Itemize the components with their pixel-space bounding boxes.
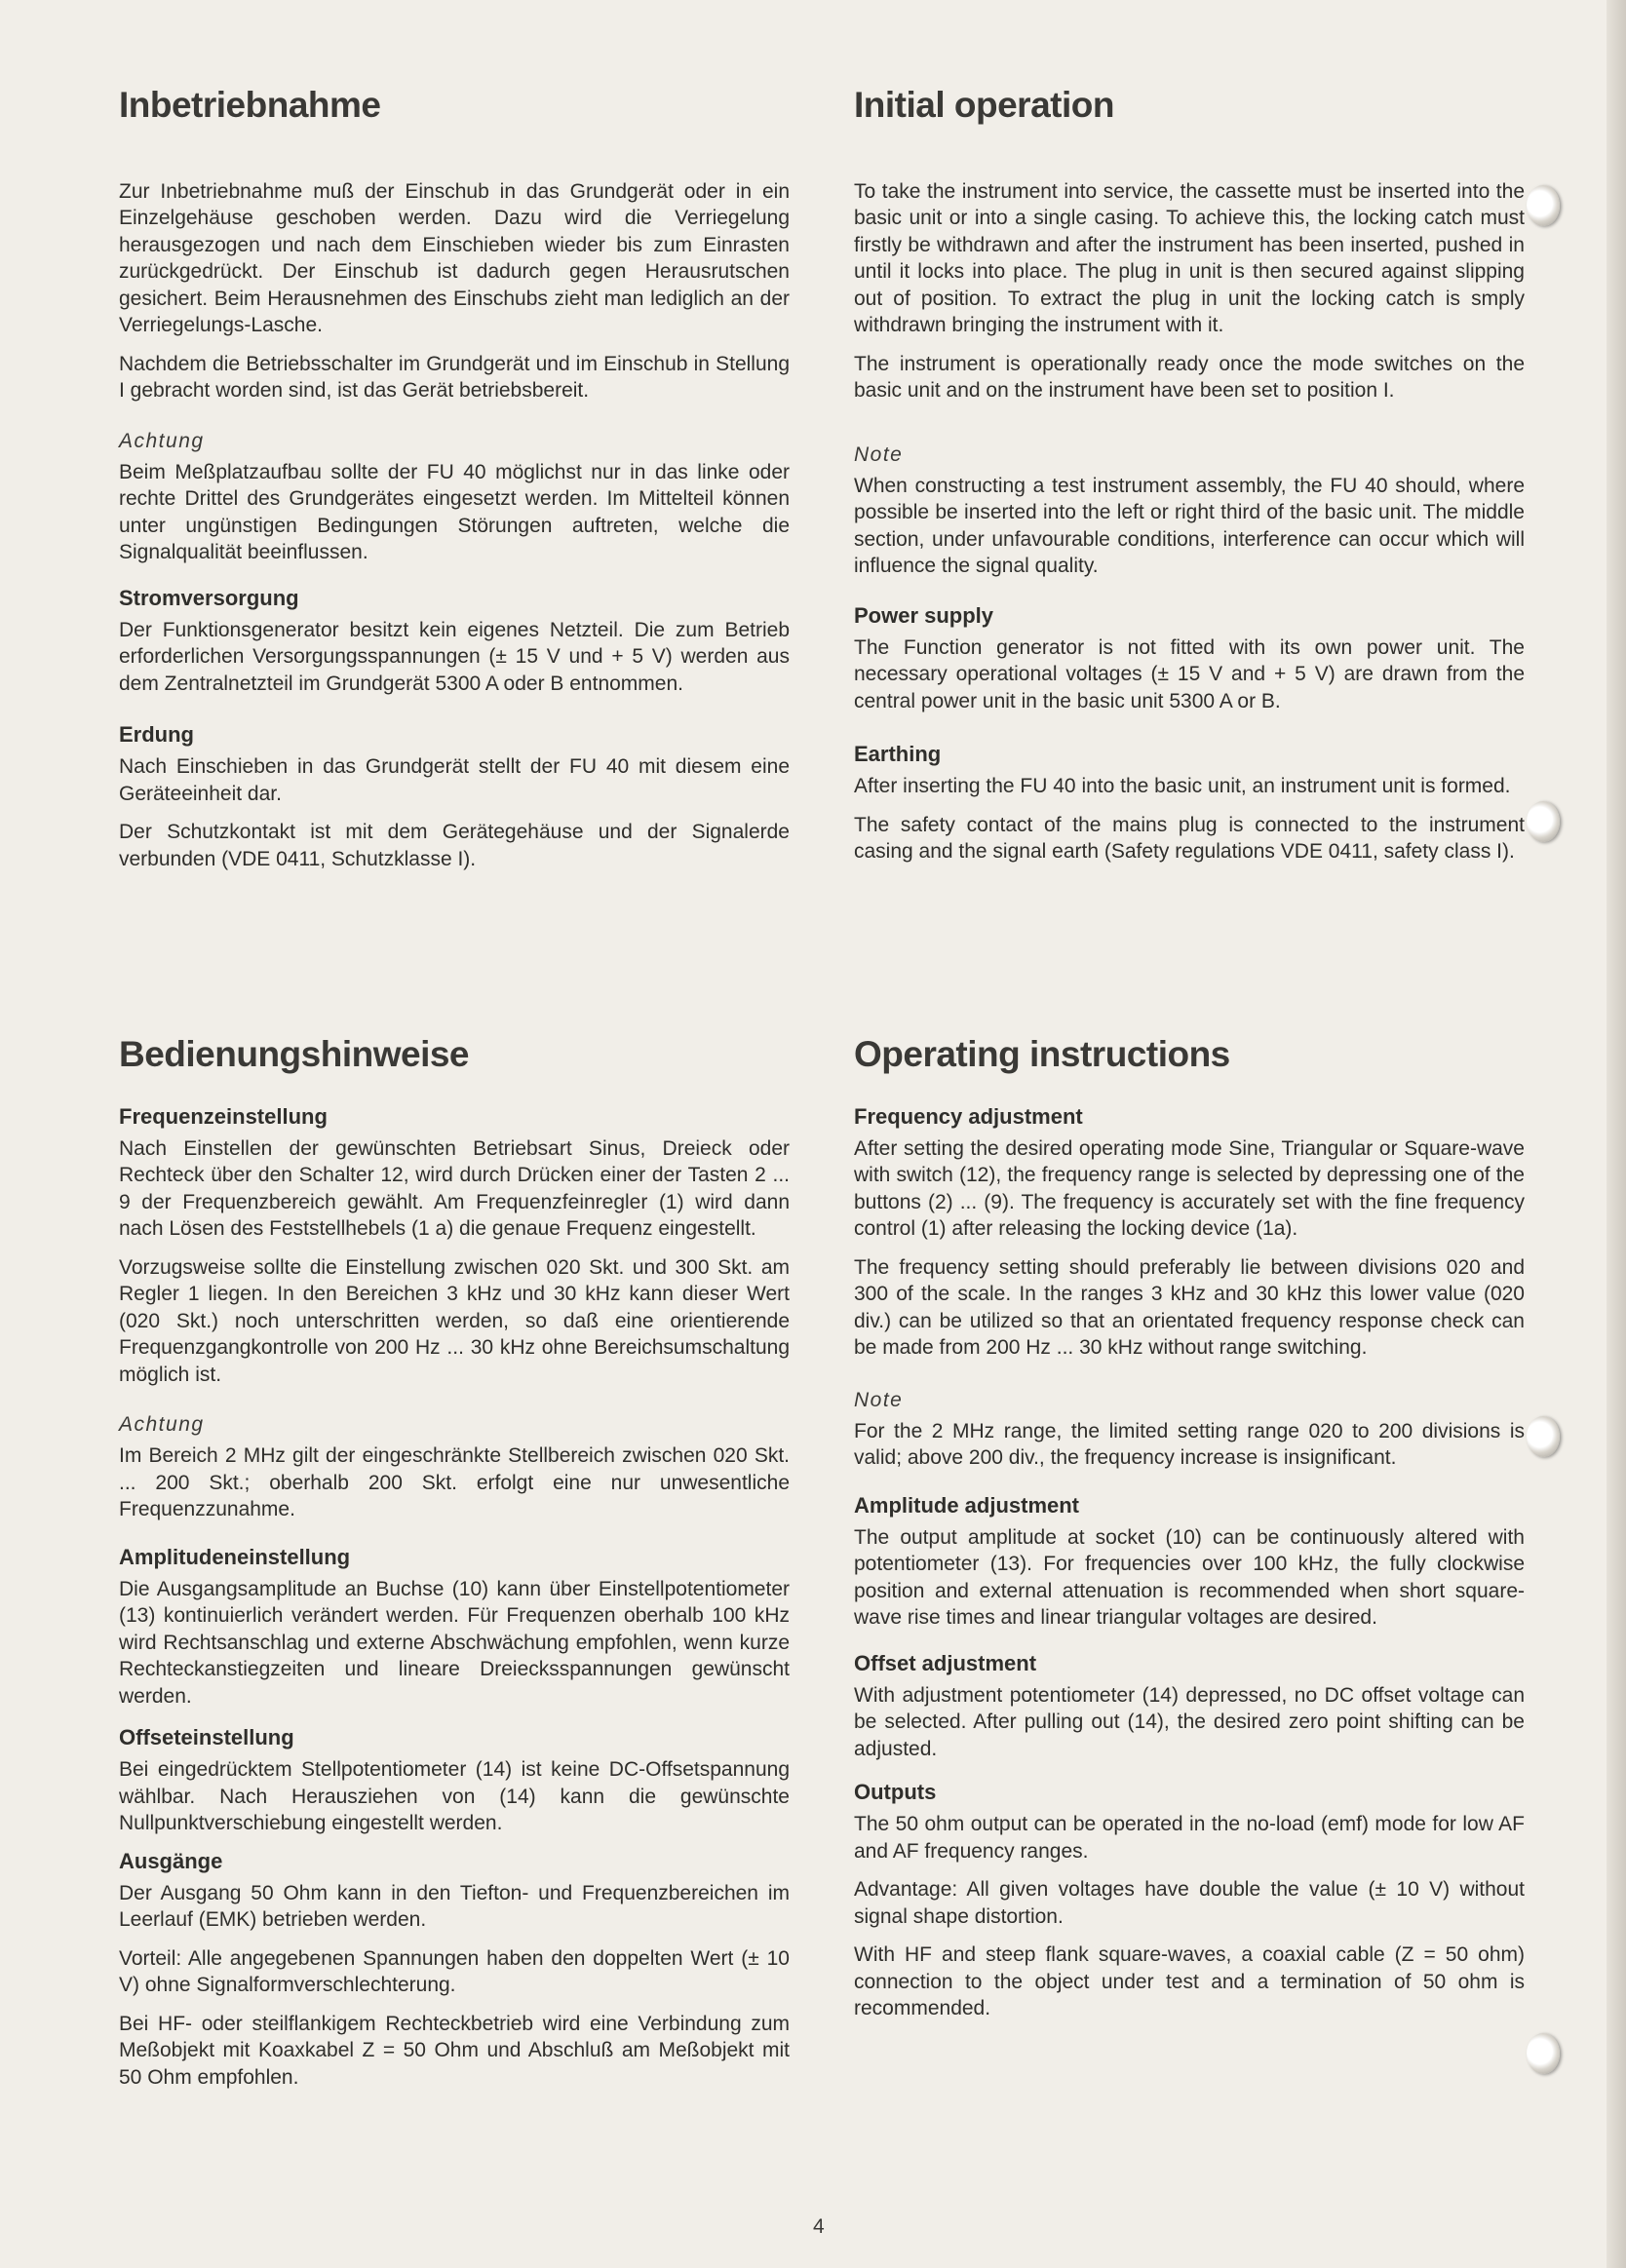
note-text: Beim Meßplatzaufbau sollte der FU 40 möglichst nur in das linke oder rechte Drittel des Grundgerätes eingesetzt werden. Im Mittelteil können unter ungünstigen Bedingungen Störungen auftreten, welche die Signalqualität beeinflussen.	[119, 460, 790, 564]
note-text: Im Bereich 2 MHz gilt der eingeschränkte Stellbereich zwischen 020 Skt. ... 200 Skt.; oberhalb 200 Skt. erfolgt eine nur unwesentliche Frequenzzunahme.	[119, 1444, 790, 1521]
page-edge	[1607, 0, 1626, 2268]
paragraph: Nach Einstellen der gewünschten Betriebsart Sinus, Dreieck oder Rechteck über den Schalter 12, wird durch Drücken einer der Tasten 2 ... 9 der Frequenzbereich gewählt. Am Frequenzfeinregler (1) wird dann nach Lösen des Feststellhebels (1 a) die genaue Frequenz eingestellt.	[119, 1136, 790, 1241]
paragraph: The 50 ohm output can be operated in the no-load (emf) mode for low AF and AF frequency ranges.	[854, 1813, 1525, 1863]
note-text: When constructing a test instrument assembly, the FU 40 should, where possible be inserted into the left or right third of the basic unit. The middle section, under unfavourable conditions, interference can occur which will influence the signal quality.	[854, 474, 1525, 578]
paragraph: The safety contact of the mains plug is connected to the instrument casing and the signal earth (Safety regulations VDE 0411, safety class I).	[854, 813, 1525, 864]
note-text: For the 2 MHz range, the limited setting range 020 to 200 divisions is valid; above 200 div., the frequency increase is insignificant.	[854, 1419, 1525, 1470]
note-label: Achtung	[119, 1413, 205, 1437]
heading-outputs: Outputs	[854, 1780, 937, 1805]
heading-frequenzeinstellung: Frequenzeinstellung	[119, 1103, 328, 1129]
heading-bedienungshinweise: Bedienungshinweise	[119, 1034, 470, 1074]
binder-hole-1	[1527, 185, 1560, 226]
paragraph: After inserting the FU 40 into the basic unit, an instrument unit is formed.	[854, 775, 1511, 798]
paragraph: With HF and steep flank square-waves, a coaxial cable (Z = 50 ohm) connection to the object under test and a termination of 50 ohm is recommended.	[854, 1943, 1525, 2020]
paragraph: With adjustment potentiometer (14) depressed, no DC offset voltage can be selected. After pulling out (14), the desired zero point shifting can be adjusted.	[854, 1683, 1525, 1760]
section-initial-operation	[854, 86, 1525, 877]
heading-offseteinstellung: Offseteinstellung	[119, 1725, 294, 1750]
binder-hole-2	[1527, 801, 1560, 842]
paragraph: The Function generator is not fitted with its own power unit. The necessary operational voltages (± 15 V and + 5 V) are drawn from the central power unit in the basic unit 5300 A or B.	[854, 635, 1525, 712]
section-operating-instructions	[854, 1035, 1525, 2034]
binder-hole-4	[1527, 2033, 1560, 2074]
heading-initial-operation: Initial operation	[854, 85, 1114, 125]
paragraph: Vorzugsweise sollte die Einstellung zwischen 020 Skt. und 300 Skt. am Regler 1 liegen. In den Bereichen 3 kHz und 30 kHz kann dieser Wert (020 Skt.) noch unterschritten werden, so daß eine orientierende Frequenzgangkontrolle von 200 Hz ... 30 kHz ohne Bereichsumschaltung möglich ist.	[119, 1255, 790, 1386]
paragraph: The frequency setting should preferably lie between divisions 020 and 300 of the scale. In the ranges 3 kHz and 30 kHz this lower value (020 div.) can be utilized so that an orientated frequency response check can be made from 200 Hz ... 30 kHz without range switching.	[854, 1255, 1525, 1360]
paragraph: Nachdem die Betriebsschalter im Grundgerät und im Einschub in Stellung I gebracht worden sind, ist das Gerät betriebsbereit.	[119, 352, 790, 403]
paragraph: Die Ausgangsamplitude an Buchse (10) kann über Einstellpotentiometer (13) kontinuierlich verändert werden. Für Frequenzen oberhalb 100 kHz wird Rechtsanschlag und externe Abschwächung empfohlen, wenn kurze Rechteckanstiegzeiten und lineare Dreiecksspannungen gewünscht werden.	[119, 1577, 790, 1708]
heading-amplitudeneinstellung: Amplitudeneinstellung	[119, 1544, 351, 1569]
paragraph: Bei eingedrücktem Stellpotentiometer (14) ist keine DC-Offsetspannung wählbar. Nach Herausziehen von (14) kann die gewünschte Nullpunktverschiebung eingestellt werden.	[119, 1758, 790, 1835]
heading-operating-instructions: Operating instructions	[854, 1034, 1230, 1074]
paragraph: Bei HF- oder steilflankigem Rechteckbetrieb wird eine Verbindung zum Meßobjekt mit Koaxkabel Z = 50 Ohm und Abschluß am Meßobjekt mit 50 Ohm empfohlen.	[119, 2012, 790, 2089]
heading-ausgaenge: Ausgänge	[119, 1848, 223, 1873]
heading-stromversorgung: Stromversorgung	[119, 585, 299, 610]
paragraph: Advantage: All given voltages have double the value (± 10 V) without signal shape distortion.	[854, 1878, 1525, 1928]
paragraph: The instrument is operationally ready once the mode switches on the basic unit and on the instrument have been set to position I.	[854, 352, 1525, 403]
section-inbetriebnahme	[119, 86, 790, 884]
paragraph: Der Schutzkontakt ist mit dem Gerätegehäuse und der Signalerde verbunden (VDE 0411, Schutzklasse I).	[119, 821, 790, 870]
heading-power-supply: Power supply	[854, 602, 994, 628]
heading-frequency-adjustment: Frequency adjustment	[854, 1103, 1083, 1129]
binder-hole-3	[1527, 1416, 1560, 1457]
paragraph: Vorteil: Alle angegebenen Spannungen haben den doppelten Wert (± 10 V) ohne Signalformverschlechterung.	[119, 1946, 790, 1997]
heading-amplitude-adjustment: Amplitude adjustment	[854, 1492, 1080, 1518]
note-label: Note	[854, 442, 904, 466]
heading-inbetriebnahme: Inbetriebnahme	[119, 85, 381, 125]
heading-offset-adjustment: Offset adjustment	[854, 1650, 1037, 1675]
paragraph: Zur Inbetriebnahme muß der Einschub in das Grundgerät oder in ein Einzelgehäuse geschoben werden. Dazu wird die Verriegelung herausgezogen und nach dem Einschieben wieder bis zum Einrasten zurückgedrückt. Der Einschub ist dadurch gegen Herausrutschen gesichert. Beim Herausnehmen des Einschubs zieht man lediglich an der Verriegelungs-Lasche.	[119, 179, 790, 337]
paragraph: The output amplitude at socket (10) can be continuously altered with potentiometer (13). For frequencies over 100 kHz, the fully clockwise position and external attenuation is recommended when short square-wave rise times and linear triangular voltages are desired.	[854, 1525, 1525, 1630]
heading-earthing: Earthing	[854, 742, 942, 767]
paragraph: To take the instrument into service, the cassette must be inserted into the basic unit or into a single casing. To achieve this, the locking catch must firstly be withdrawn and after the instrument has been inserted, pushed in until it locks into place. The plug in unit is then secured against slipping out of position. To extract the plug in unit the locking catch is smply withdrawn bringing the instrument with it.	[854, 179, 1525, 337]
heading-erdung: Erdung	[119, 722, 194, 748]
section-bedienungshinweise	[119, 1035, 790, 2102]
page-number: 4	[813, 2215, 825, 2238]
note-label: Achtung	[119, 429, 205, 452]
note-label: Note	[854, 1388, 904, 1411]
paragraph: After setting the desired operating mode Sine, Triangular or Square-wave with switch (12), the frequency range is selected by depressing one of the buttons (2) ... (9). The frequency is accurately set with the fine frequency control (1) after releasing the locking device (1a).	[854, 1136, 1525, 1241]
paragraph: Der Ausgang 50 Ohm kann in den Tiefton- und Frequenzbereichen im Leerlauf (EMK) betrieben werden.	[119, 1881, 790, 1932]
paragraph: Nach Einschieben in das Grundgerät stellt der FU 40 mit diesem eine Geräteeinheit dar.	[119, 755, 790, 805]
paragraph: Der Funktionsgenerator besitzt kein eigenes Netzteil. Die zum Betrieb erforderlichen Versorgungsspannungen (± 15 V und + 5 V) werden aus dem Zentralnetzteil im Grundgerät 5300 A oder B entnommen.	[119, 618, 790, 695]
